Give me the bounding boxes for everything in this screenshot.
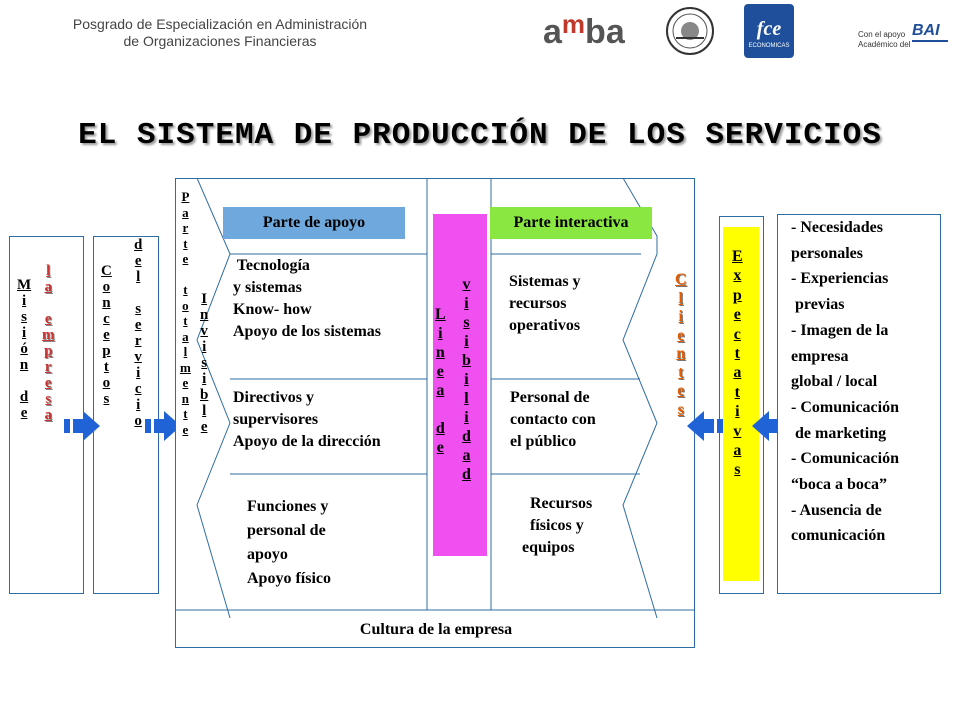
empresa-label: l a e m p r e s a bbox=[42, 263, 55, 423]
amba-logo-ba: ba bbox=[585, 13, 625, 51]
production-system-box bbox=[175, 178, 695, 648]
interactive-cell-systems: Sistemas y recursos operativos bbox=[509, 273, 581, 334]
visibilidad-label: v i s i b i l i d a d bbox=[462, 276, 471, 483]
expectativas-label: E x p e c t a t i v a s bbox=[732, 248, 743, 479]
bai-logo-text: BAI bbox=[912, 22, 940, 39]
university-seal-icon bbox=[662, 6, 718, 56]
arrow-right-icon bbox=[64, 411, 100, 446]
conceptos-label: C o n c e p t o s bbox=[101, 263, 112, 407]
support-cell-technology: Tecnología y sistemas Know- how Apoyo de los sistemas bbox=[233, 257, 382, 340]
arrow-left-icon bbox=[687, 411, 723, 446]
client-factors-list: - Necesidades personales - Experiencias previas - Imagen de la empresa global / local - Comunicación de marketing - Comunicación “boca a boca” - Ausencia de comunicación bbox=[791, 219, 899, 545]
institution-name: Posgrado de Especialización en Administración de Organizaciones Financieras bbox=[72, 16, 368, 49]
fce-logo bbox=[744, 4, 794, 58]
support-part-label: Parte de apoyo bbox=[223, 207, 405, 239]
client-factors-box bbox=[777, 214, 941, 594]
support-cell-physical: Funciones y personal de apoyo Apoyo físico bbox=[247, 498, 331, 587]
support-cell-management: Directivos y supervisores Apoyo de la dirección bbox=[233, 389, 381, 450]
invisible-label: I n v i s i b l e bbox=[200, 291, 209, 435]
amba-logo-a: a bbox=[543, 13, 562, 51]
linea-label: L i n e a d e bbox=[435, 306, 446, 456]
interactive-cell-contact: Personal de contacto con el público bbox=[510, 389, 596, 450]
mision-label: M i s i ó n d e bbox=[17, 277, 32, 421]
bai-logo bbox=[912, 22, 948, 42]
support-label: Con el apoyo Académico del bbox=[858, 30, 911, 49]
amba-logo bbox=[543, 10, 643, 54]
page-title: EL SISTEMA DE PRODUCCIÓN DE LOS SERVICIOS bbox=[78, 118, 882, 153]
servicio-label: d e l s e r v i c i o bbox=[134, 237, 143, 429]
interactive-part-label: Parte interactiva bbox=[490, 207, 652, 239]
fce-logo-text: fce bbox=[756, 18, 782, 40]
interactive-cell-resources: Recursos físicos y equipos bbox=[522, 495, 593, 556]
clientes-label: C l i e n t e s bbox=[675, 271, 687, 418]
culture-label: Cultura de la empresa bbox=[359, 621, 513, 638]
parte-totalmente-label: P a r t e t o t a l m e n t e bbox=[180, 189, 191, 437]
amba-logo-m: m bbox=[561, 9, 586, 39]
fce-logo-subtext: ECONOMICAS bbox=[748, 43, 790, 49]
expectativas-box bbox=[719, 216, 764, 594]
